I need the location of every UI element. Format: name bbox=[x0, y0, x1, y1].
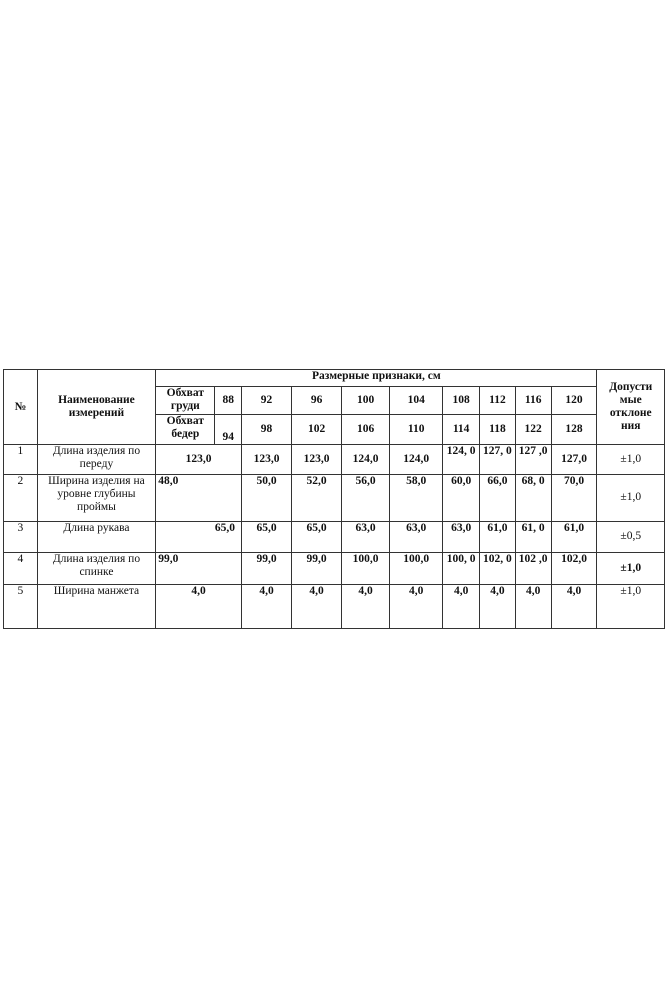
table-row bbox=[4, 584, 665, 628]
cell-value: 61, 0 bbox=[515, 521, 551, 552]
hip-size: 128 bbox=[551, 415, 597, 445]
size-table bbox=[3, 369, 665, 629]
cell-value: 124,0 bbox=[342, 445, 390, 475]
hip-size: 98 bbox=[242, 415, 292, 445]
row-name: Длина рукава bbox=[37, 521, 156, 552]
cell-value: 123,0 bbox=[242, 445, 292, 475]
cell-value: 99,0 bbox=[292, 552, 342, 584]
cell-value: 100, 0 bbox=[443, 552, 480, 584]
cell-value: 52,0 bbox=[292, 475, 342, 521]
cell-value: 99,0 bbox=[156, 552, 242, 584]
chest-label: Обхват груди bbox=[156, 387, 215, 415]
cell-value: 4,0 bbox=[480, 584, 516, 628]
cell-value: 102 ,0 bbox=[515, 552, 551, 584]
cell-tolerance: ±1,0 bbox=[597, 445, 665, 475]
row-no: 2 bbox=[4, 475, 38, 521]
row-no: 5 bbox=[4, 584, 38, 628]
cell-value: 127, 0 bbox=[480, 445, 516, 475]
chest-size: 116 bbox=[515, 387, 551, 415]
cell-tolerance: ±1,0 bbox=[597, 584, 665, 628]
row-name: Ширина манжета bbox=[37, 584, 156, 628]
cell-value: 65,0 bbox=[292, 521, 342, 552]
cell-value: 127,0 bbox=[551, 445, 597, 475]
chest-size: 104 bbox=[390, 387, 443, 415]
cell-value: 70,0 bbox=[551, 475, 597, 521]
cell-value: 58,0 bbox=[390, 475, 443, 521]
cell-value: 123,0 bbox=[292, 445, 342, 475]
cell-value: 65,0 bbox=[242, 521, 292, 552]
cell-value: 4,0 bbox=[342, 584, 390, 628]
row-no: 1 bbox=[4, 445, 38, 475]
chest-size: 96 bbox=[292, 387, 342, 415]
hip-size: 102 bbox=[292, 415, 342, 445]
cell-tolerance: ±1,0 bbox=[597, 475, 665, 521]
hip-size: 94 bbox=[215, 415, 242, 445]
row-name: Длина изделия по спинке bbox=[37, 552, 156, 584]
row-name: Ширина изделия на уровне глубины проймы bbox=[37, 475, 156, 521]
row-name: Длина изделия по переду bbox=[37, 445, 156, 475]
cell-value: 127 ,0 bbox=[515, 445, 551, 475]
cell-value: 68, 0 bbox=[515, 475, 551, 521]
cell-tolerance: ±0,5 bbox=[597, 521, 665, 552]
cell-value: 60,0 bbox=[443, 475, 480, 521]
cell-value: 124,0 bbox=[390, 445, 443, 475]
cell-value: 99,0 bbox=[242, 552, 292, 584]
chest-size: 100 bbox=[342, 387, 390, 415]
cell-value: 63,0 bbox=[390, 521, 443, 552]
chest-size: 92 bbox=[242, 387, 292, 415]
cell-value: 124, 0 bbox=[443, 445, 480, 475]
cell-value: 4,0 bbox=[551, 584, 597, 628]
header-group: Размерные признаки, см bbox=[156, 370, 597, 387]
cell-value: 65,0 bbox=[156, 521, 242, 552]
cell-value: 4,0 bbox=[242, 584, 292, 628]
cell-value: 50,0 bbox=[242, 475, 292, 521]
chest-size: 120 bbox=[551, 387, 597, 415]
hip-size: 106 bbox=[342, 415, 390, 445]
hip-size: 110 bbox=[390, 415, 443, 445]
cell-value: 4,0 bbox=[292, 584, 342, 628]
cell-value: 61,0 bbox=[551, 521, 597, 552]
cell-value: 4,0 bbox=[515, 584, 551, 628]
cell-value: 4,0 bbox=[390, 584, 443, 628]
cell-value: 102, 0 bbox=[480, 552, 516, 584]
chest-size: 112 bbox=[480, 387, 516, 415]
cell-value: 123,0 bbox=[156, 445, 242, 475]
cell-value: 63,0 bbox=[342, 521, 390, 552]
cell-value: 66,0 bbox=[480, 475, 516, 521]
cell-value: 100,0 bbox=[342, 552, 390, 584]
row-no: 4 bbox=[4, 552, 38, 584]
hip-size: 114 bbox=[443, 415, 480, 445]
cell-value: 102,0 bbox=[551, 552, 597, 584]
cell-value: 63,0 bbox=[443, 521, 480, 552]
chest-size: 108 bbox=[443, 387, 480, 415]
cell-value: 4,0 bbox=[443, 584, 480, 628]
hip-size: 118 bbox=[480, 415, 516, 445]
header-no: № bbox=[4, 370, 38, 445]
hip-size: 122 bbox=[515, 415, 551, 445]
table-row bbox=[4, 521, 665, 552]
cell-value: 4,0 bbox=[156, 584, 242, 628]
hips-label: Обхват бедер bbox=[156, 415, 215, 445]
cell-value: 56,0 bbox=[342, 475, 390, 521]
header-tolerance: Допусти мые отклоне ния bbox=[597, 370, 665, 445]
cell-value: 48,0 bbox=[156, 475, 242, 521]
row-no: 3 bbox=[4, 521, 38, 552]
chest-size: 88 bbox=[215, 387, 242, 415]
table-row bbox=[4, 552, 665, 584]
header-name: Наименование измерений bbox=[37, 370, 156, 445]
cell-tolerance: ±1,0 bbox=[597, 552, 665, 584]
cell-value: 61,0 bbox=[480, 521, 516, 552]
table-row bbox=[4, 445, 665, 475]
cell-value: 100,0 bbox=[390, 552, 443, 584]
table-row bbox=[4, 475, 665, 521]
